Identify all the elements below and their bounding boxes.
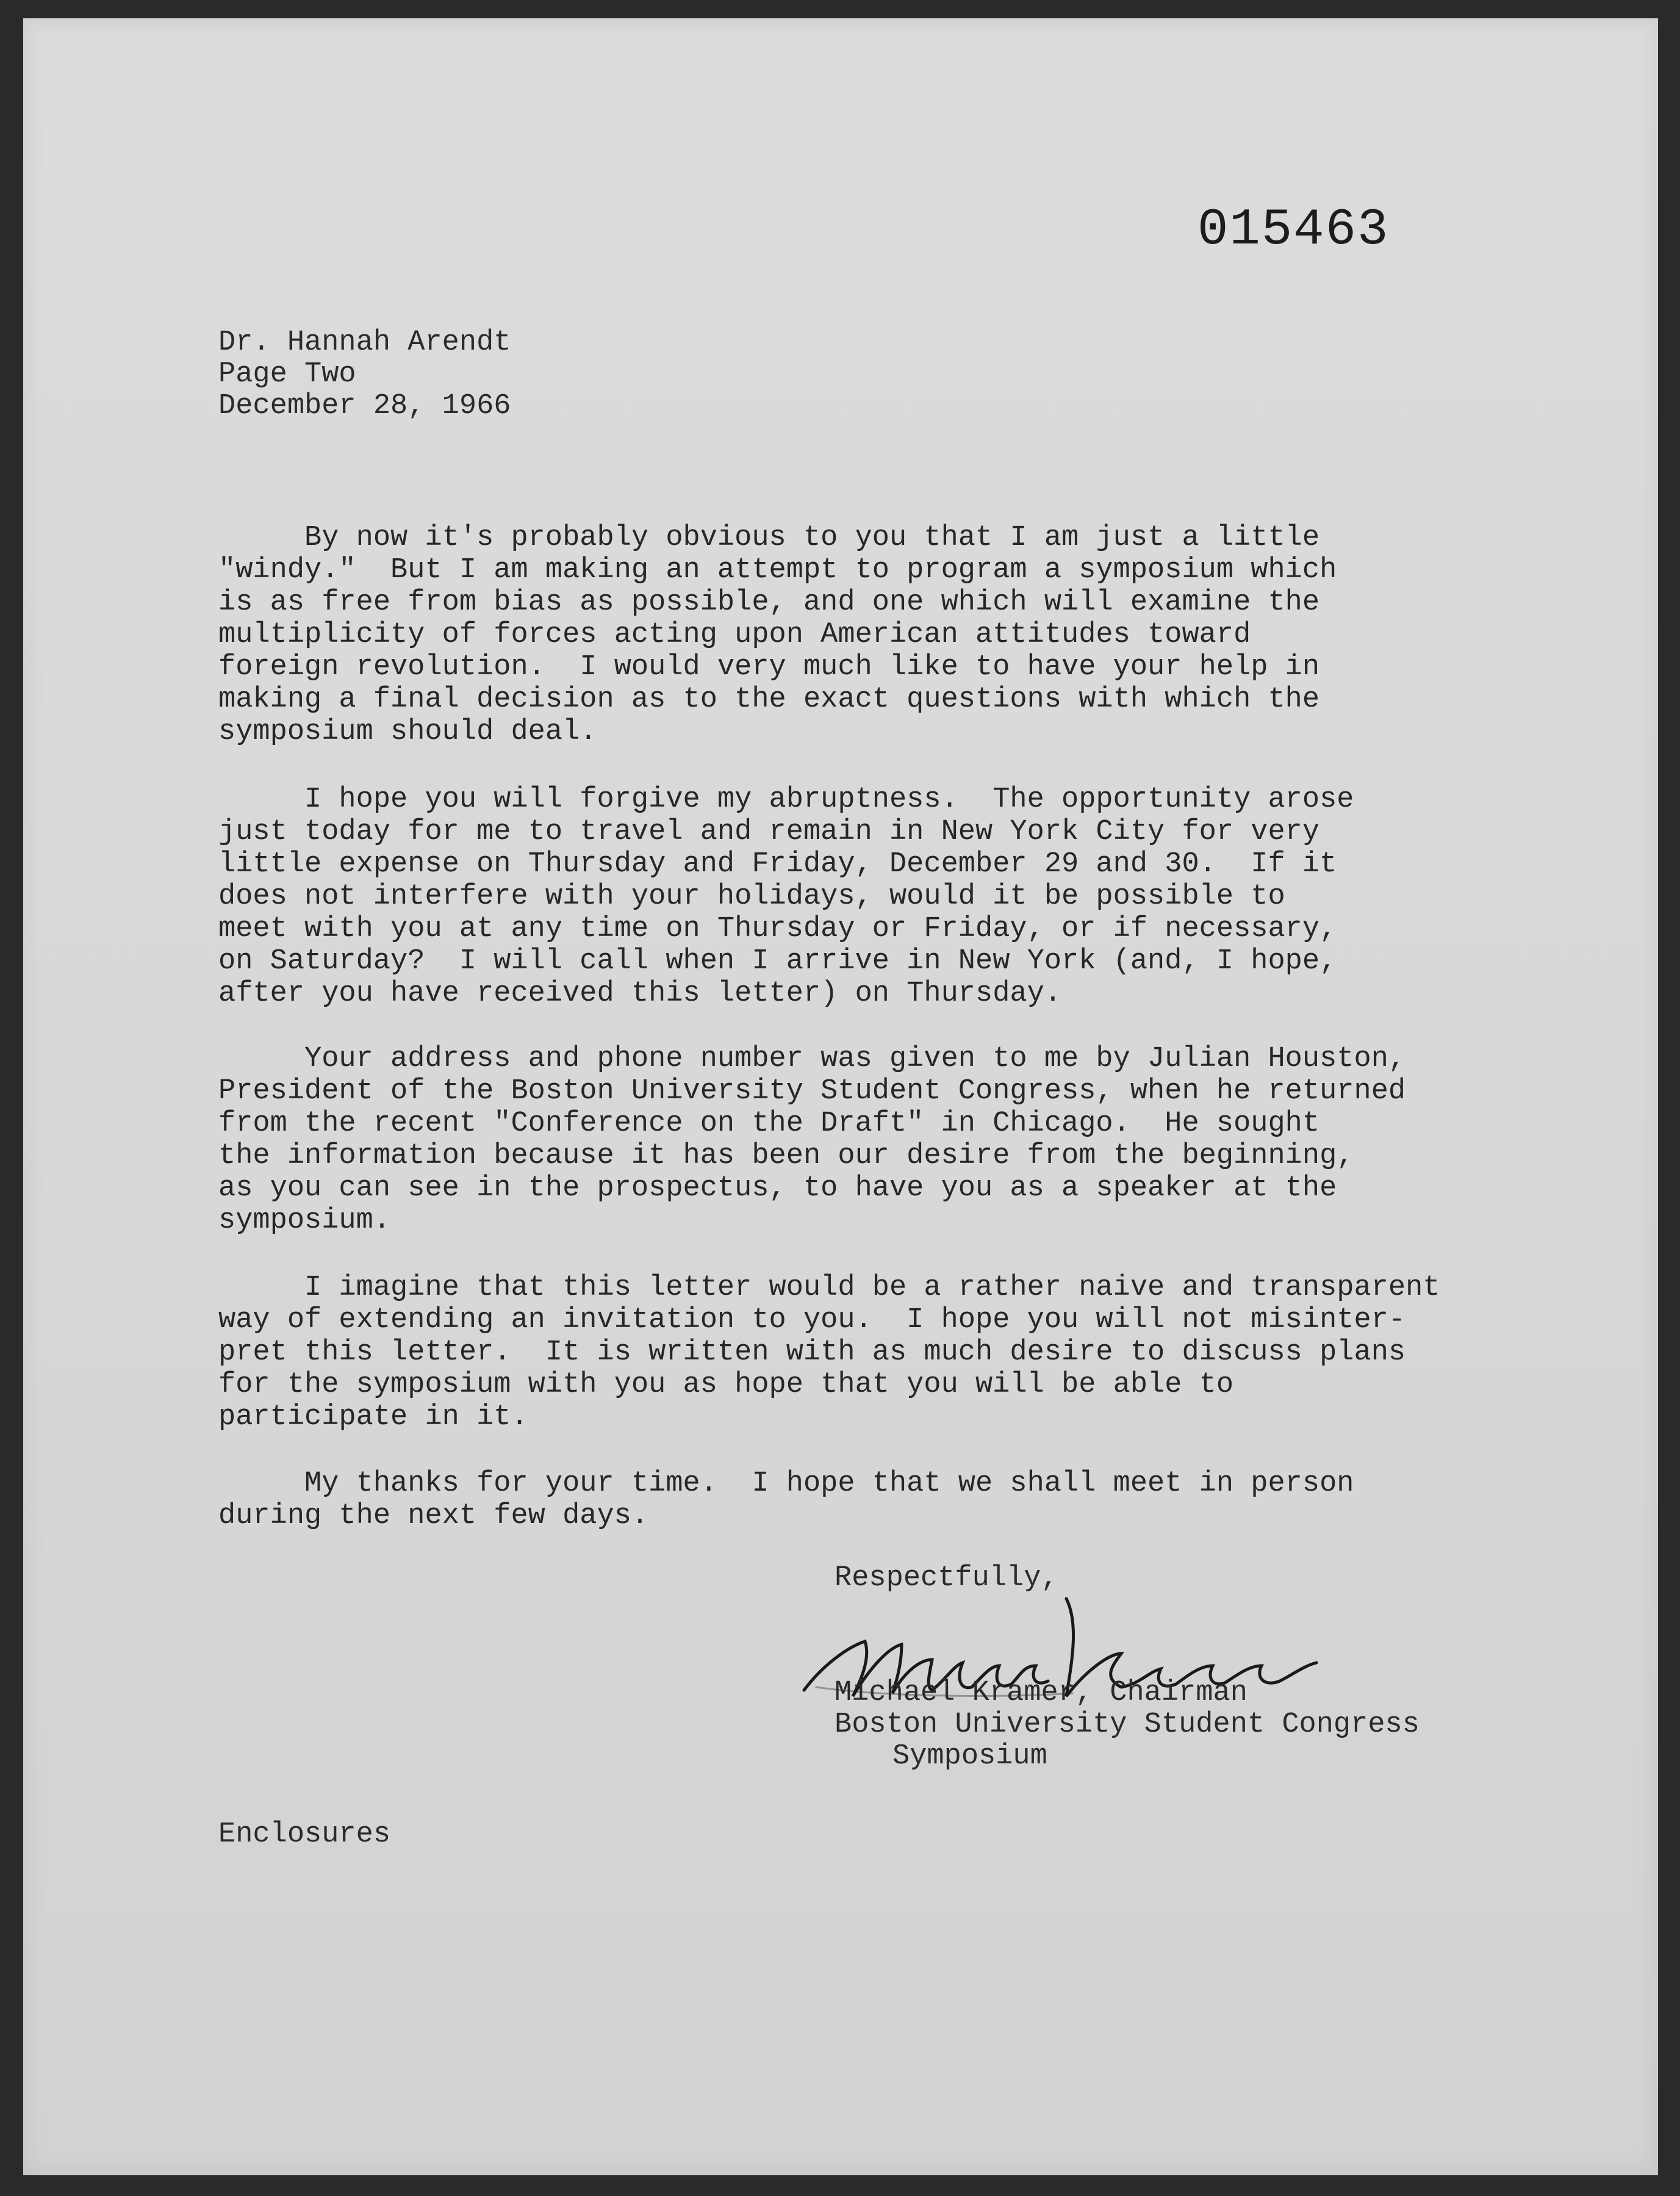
paragraph-line: as you can see in the prospectus, to have you as a speaker at the — [218, 1172, 1337, 1204]
closing: Respectfully, — [835, 1562, 1058, 1594]
paragraph-line: "windy." But I am making an attempt to program a symposium which — [218, 554, 1337, 586]
paragraph-line: for the symposium with you as hope that you will be able to — [218, 1369, 1234, 1401]
paragraph-line: way of extending an invitation to you. I hope you will not misinter- — [218, 1304, 1406, 1336]
paragraph-line: little expense on Thursday and Friday, December 29 and 30. If it — [218, 848, 1337, 880]
paragraph-line: President of the Boston University Student Congress, when he returned — [218, 1075, 1406, 1107]
paragraph-line: after you have received this letter) on Thursday. — [218, 977, 1062, 1010]
paragraph-line: My thanks for your time. I hope that we shall meet in person — [218, 1467, 1354, 1500]
paragraph-line: making a final decision as to the exact questions with which the — [218, 683, 1320, 716]
paragraph-line: just today for me to travel and remain in New York City for very — [218, 816, 1320, 848]
paragraph-line: is as free from bias as possible, and one which will examine the — [218, 586, 1320, 619]
letter-date: December 28, 1966 — [218, 390, 511, 422]
signer-organization: Boston University Student Congress — [835, 1708, 1420, 1741]
signer-name-title: Michael Kramer, Chairman — [835, 1677, 1247, 1709]
paragraph-line: foreign revolution. I would very much like to have your help in — [218, 651, 1320, 683]
paragraph-line: does not interfere with your holidays, would it be possible to — [218, 880, 1285, 913]
letter-page — [23, 18, 1658, 2175]
paragraph-line: meet with you at any time on Thursday or Friday, or if necessary, — [218, 913, 1337, 945]
paragraph-line: during the next few days. — [218, 1500, 649, 1532]
paragraph-line: the information because it has been our desire from the beginning, — [218, 1140, 1354, 1172]
paragraph-line: participate in it. — [218, 1401, 528, 1433]
enclosures-note: Enclosures — [218, 1818, 391, 1851]
paragraph-line: By now it's probably obvious to you that I am just a little — [218, 522, 1320, 554]
paragraph-line: symposium should deal. — [218, 716, 597, 748]
paragraph-line: on Saturday? I will call when I arrive in New York (and, I hope, — [218, 945, 1337, 977]
paragraph-line: I hope you will forgive my abruptness. The opportunity arose — [218, 783, 1354, 816]
paragraph-line: from the recent "Conference on the Draft" in Chicago. He sought — [218, 1107, 1320, 1140]
page-label: Page Two — [218, 358, 356, 391]
signer-organization-line2: Symposium — [892, 1740, 1047, 1773]
paragraph-line: Your address and phone number was given to me by Julian Houston, — [218, 1043, 1406, 1075]
paragraph-line: I imagine that this letter would be a rather naive and transparent — [218, 1272, 1440, 1304]
recipient-name: Dr. Hannah Arendt — [218, 326, 511, 359]
document-number: 015463 — [1197, 201, 1390, 259]
paragraph-line: pret this letter. It is written with as much desire to discuss plans — [218, 1336, 1406, 1369]
paragraph-line: multiplicity of forces acting upon American attitudes toward — [218, 619, 1251, 651]
paragraph-line: symposium. — [218, 1204, 391, 1237]
